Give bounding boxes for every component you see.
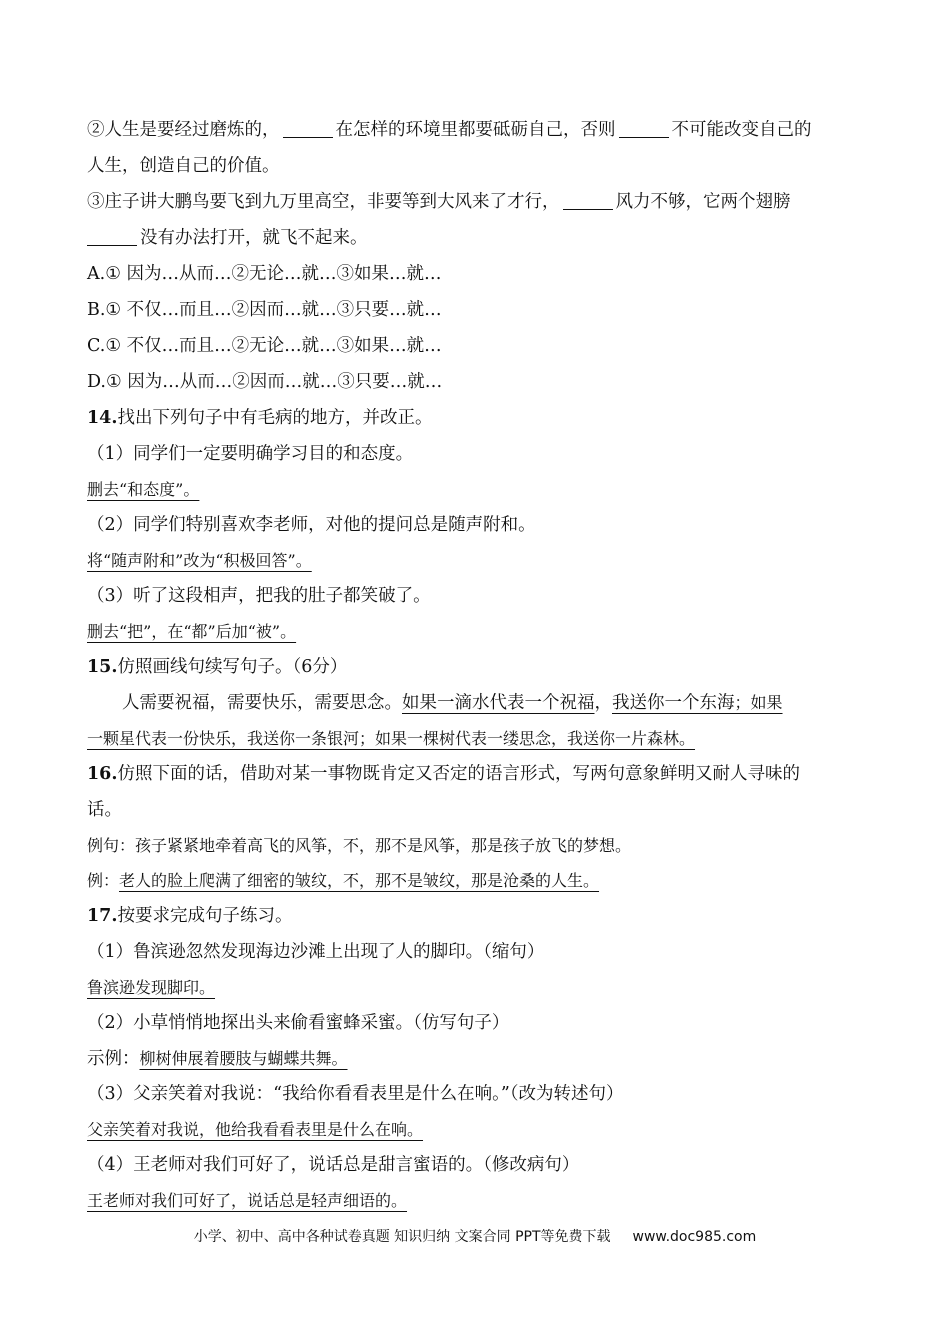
q13-item2-text-c: 不可能改变自己的 [671,120,812,140]
q15-comma: ， [594,693,612,713]
q17-answer-2: 柳树伸展着腰肢与蝴蝶共舞。 [139,1049,348,1068]
q13-item3-text-a: ③庄子讲大鹏鸟要飞到九万里高空，非要等到大风来了才行， [87,192,560,212]
q14-answer-2: 将“随声附和”改为“积极回答”。 [87,551,312,570]
q15-answer-a: ；如果 [734,693,783,712]
q17-answer-2-line [87,1041,869,1076]
q16-example: 例句：孩子紧紧地牵着高飞的风筝，不，那不是风筝，那是孩子放飞的梦想。 [87,836,632,855]
q17-answer-4: 王老师对我们可好了，说话总是轻声细语的。 [87,1191,408,1210]
q17-question-4: （4）王老师对我们可好了，说话总是甜言蜜语的。（修改病句） [87,1155,580,1175]
q15-answer-b: 一颗星代表一份快乐，我送你一条银河；如果一棵树代表一缕思念，我送你一片森林。 [87,729,696,748]
q17-answer-1: 鲁滨逊发现脚印。 [87,978,216,997]
q14-answer-3-line [87,614,869,649]
q13-option-b: B.① 不仅…而且…②因而…就…③只要…就… [87,300,442,320]
q13-item3-blank-1 [563,189,613,210]
q15-model-b: 我送你一个东海 [612,693,735,713]
q13-item2-blank-2 [619,117,669,138]
q15-passage-line2 [87,721,869,756]
q14-heading [87,400,869,436]
q16-title-a: 仿照下面的话，借助对某一事物既肯定又否定的语言形式，写两句意象鲜明又耐人寻味的 [117,764,800,784]
q17-title: 按要求完成句子练习。 [117,906,293,926]
q13-item2-text-a: ②人生是要经过磨炼的， [87,120,280,140]
q15-passage-line1 [87,685,869,721]
q13-item3-text-b: 风力不够，它两个翅膀 [615,192,791,212]
q17-answer-3: 父亲笑着对我说，他给我看看表里是什么在响。 [87,1120,424,1139]
page-footer [0,1226,950,1246]
q16-heading [87,756,869,792]
q14-title: 找出下列句子中有毛病的地方，并改正。 [117,408,433,428]
q13-item2-line1 [87,112,869,148]
q15-title: 仿照画线句续写句子。（6分） [117,657,348,677]
q14-number: 14. [87,408,118,428]
q16-number: 16. [87,764,118,784]
q13-item3-text-c: 没有办法打开，就飞不起来。 [140,228,368,248]
q14-question-2: （2）同学们特别喜欢李老师，对他的提问总是随声附和。 [87,515,536,535]
q13-item2-text-d: 人生，创造自己的价值。 [87,156,280,176]
q16-title-b: 话。 [87,800,122,820]
q17-number: 17. [87,906,118,926]
document-content [87,112,869,1218]
q17-answer-2-label: 示例： [87,1049,140,1069]
q15-number: 15. [87,657,118,677]
q17-question-3: （3）父亲笑着对我说：“我给你看看表里是什么在响。”（改为转述句） [87,1084,624,1104]
q13-option-c: C.① 不仅…而且…②无论…就…③如果…就… [87,336,442,356]
q17-answer-3-line [87,1112,869,1147]
q13-item3-blank-2 [87,225,137,246]
q14-answer-2-line [87,543,869,578]
q13-item3-line2 [87,220,869,256]
q14-answer-1-line [87,472,869,507]
footer-text: 小学、初中、高中各种试卷真题 知识归纳 文案合同 PPT等免费下载 [193,1229,611,1245]
q17-question-1: （1）鲁滨逊忽然发现海边沙滩上出现了人的脚印。（缩句） [87,942,545,962]
q13-option-d: D.① 因为…从而…②因而…就…③只要…就… [87,372,443,392]
q13-option-a: A.① 因为…从而…②无论…就…③如果…就… [87,264,442,284]
q16-answer-label: 例： [87,871,120,890]
q14-question-1: （1）同学们一定要明确学习目的和态度。 [87,444,414,464]
q17-heading [87,898,869,934]
q15-heading [87,649,869,685]
q14-answer-3: 删去“把”，在“都”后加“被”。 [87,622,297,641]
q17-answer-4-line [87,1183,869,1218]
q16-answer-line [87,863,869,898]
q13-item2-text-b: 在怎样的环境里都要砥砺自己，否则 [335,120,616,140]
q17-question-2: （2）小草悄悄地探出头来偷看蜜蜂采蜜。（仿写句子） [87,1013,510,1033]
q17-answer-1-line [87,970,869,1005]
q13-item2-blank-1 [283,117,333,138]
q13-item2-line2 [87,148,869,184]
q15-lead: 人需要祝福，需要快乐，需要思念。 [122,693,402,713]
q16-answer: 老人的脸上爬满了细密的皱纹，不，那不是皱纹，那是沧桑的人生。 [119,871,600,890]
q13-item3-line1 [87,184,869,220]
q15-model-a: 如果一滴水代表一个祝福 [402,693,595,713]
q14-answer-1: 删去“和态度”。 [87,480,200,499]
q14-question-3: （3）听了这段相声，把我的肚子都笑破了。 [87,586,431,606]
footer-url[interactable]: www.doc985.com [632,1229,757,1245]
